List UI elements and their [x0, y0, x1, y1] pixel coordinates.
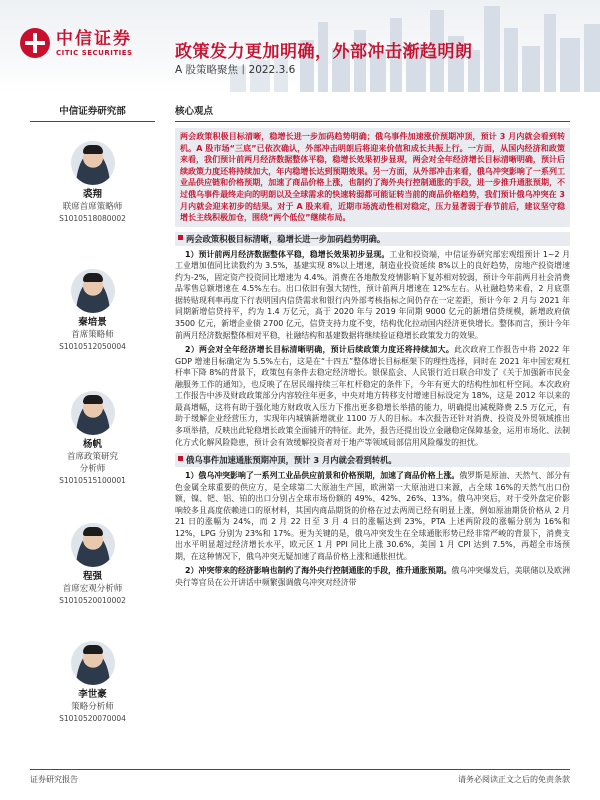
- paragraph-text: 此次政府工作报告中将 2022 年 GDP 增速目标确定为 5.5%左右，这是在“十四五”整体增长目标框架下的理性选择，同时在 2021 年中国宏观杠杆率下降 8%的背景下，政策包有条件去稳定经济增长。银保监会、人民银行近日联合印发了《关于加强新市民金融服务工作的通知》，也反映了在居民端持续三年杠杆稳定的条件下，今年有更大的结构性加杠杆空间。本次政府工作报告中涉及财政政策部分内容较往年更多，中央对地方转移支付增速目标设定为 18%，这是 2012 年以来的最高增幅，这将有助于强化地方财政收入压力下推出更多稳增长举措的能力，明确提出减税降费 2.5 万亿元，有助于缓解企业经营压力，实现年内城镇新增就业 1100 万人的目标。本次报告还针对消费、投资及外贸领域推出多项举措，反映出此轮稳增长政策全面铺开的特征。此外，报告还提出设立金融稳定保障基金，运用市场化、法制化方式化解风险隐患，预计会有效缓解投资者对于地产等领域局部信用风险爆发的担忧。: [175, 345, 570, 447]
- report-header: [0, 0, 600, 92]
- analyst-role: 首席策略师: [71, 330, 114, 340]
- analyst-role: 联席首席策略师: [62, 202, 123, 212]
- report-subtitle: A 股策略聚焦丨2022.3.6: [175, 64, 296, 76]
- analyst-photo: [71, 641, 115, 685]
- report-title: 政策发力更加明确，外部冲击渐趋明朗: [175, 42, 473, 62]
- analyst-role: 策略分析师: [71, 702, 114, 712]
- analyst-card: [30, 141, 155, 224]
- footer-disclaimer: 请务必阅读正文之后的免责条款: [458, 775, 570, 784]
- analyst-photo: [71, 269, 115, 313]
- page-footer: [30, 769, 570, 785]
- body-paragraph: [175, 565, 570, 588]
- section-title: 核心观点: [175, 103, 570, 122]
- body-paragraph: [175, 249, 570, 341]
- analyst-card: [30, 523, 155, 606]
- footer-report-type: 证券研究报告: [30, 775, 78, 784]
- body-paragraph: [175, 470, 570, 562]
- analyst-name: 杨帆: [82, 439, 102, 450]
- analyst-name: 秦培景: [78, 317, 107, 328]
- logo-name-en: CITIC SECURITIES: [56, 48, 133, 57]
- analyst-photo: [71, 391, 115, 435]
- analyst-license-id: S1010520070004: [59, 714, 126, 723]
- analyst-card: [30, 641, 155, 724]
- analyst-name: 李世豪: [78, 689, 107, 700]
- analyst-license-id: S1010515100001: [59, 476, 126, 485]
- citic-logo: [20, 28, 133, 58]
- paragraph-lead: 2）两会对全年经济增长目标清晰明确，预计后续政策力度还将持续加大。: [185, 345, 455, 355]
- analyst-license-id: S1010518080002: [59, 214, 126, 223]
- paragraph-lead: 1）预计前两月经济数据整体平稳，稳增长效果初步显现。: [185, 249, 390, 259]
- analyst-photo: [71, 141, 115, 185]
- analyst-role: 首席宏观分析师: [62, 584, 123, 594]
- paragraph-text: 工业和投资端，中信证券研究部宏观组预计 1~2 月工业增加值同比读数约为 3.5%，基建实现 8%以上增速，制造业投资延续 8%以上的良好趋势，房地产投资增速约为-2%，固定资产投资同比增速为 4.4%。消费在各地散发疫情影响下复苏相对较弱，预计今年前两月社会消费品零售总额增速在 4.5%左右。出口依旧有强大韧性，预计前两月增速在 12%左右。从社融趋势来看，2 月底票据转贴现利率再度下行表明国内信贷需求和银行内外部考核指标之间仍存在一定差距，预计今年 2 月与 2021 年同期新增信贷持平，约为 1.4 万亿元，高于 2020 年与 2019 年同期 9000 亿元的新增信贷规模，新增政府债 3500 亿元，新增企业债 2700 亿元，信贷支持力度不变，结构优化拉动国内经济更快增长。整体而言，预计今年前两月经济数据整体相对平稳，社融结构和基建数据将继续验证稳增长政策发力的效果。: [175, 249, 570, 340]
- subsection-heading: 俄乌事件加速通胀预期冲顶，预计 3 月内就会看到转机。: [175, 453, 570, 467]
- analyst-card: [30, 391, 155, 486]
- analyst-name: 裘翔: [82, 189, 102, 200]
- paragraph-lead: 1）俄乌冲突影响了一系列工业品供应前景和价格预期，加速了商品价格上涨。: [185, 471, 460, 481]
- body-paragraph: [175, 344, 570, 448]
- paragraph-text: 俄乌冲突爆发后，美联储以及欧洲央行等官员在公开讲话中频繁强调俄乌冲突对经济带: [175, 566, 570, 587]
- subsection-heading: 两会政策积极目标清晰，稳增长进一步加码趋势明确。: [175, 232, 570, 246]
- paragraph-lead: 2）冲突带来的经济影响也制约了海外央行控制通胀的手段，推升通胀预期。: [185, 566, 452, 576]
- paragraph-text: 俄罗斯是原油、天然气、部分有色金属全球重要的供应方，是全球第二大原油生产国，欧洲第一大原油进口来源，占全球 16%的天然气出口份额，镍、钯、铝、铂的出口分别占全球市场份额的 49%、42%、26%、13%。俄乌冲突后，对于受外盘定价影响较多且高度依赖进口的原材料，其国内商品期货的价格在过去两周已经有明显上涨，例如原油期货价格从 2 月 21 日的涨幅为 24%，而 2 月 22 日至 3 月 4 日的涨幅达到 23%，PTA 上述两阶段的涨幅分别为 16%和 12%，LPG 分别为 23%和 17%。更为关键的是，俄乌冲突发生在全球通胀形势已经非常严峻的背景下，消费支出水平明显超过经济增长水平，欧元区 1 月 PPI 同比上涨 30.6%，美国 1 月 CPI 达到 7.5%，再超全市场预期，在这种情况下，俄乌冲突无疑加速了商品价格上涨和通胀担忧。: [175, 471, 570, 561]
- analyst-role: 首席政策研究: [66, 452, 118, 462]
- logo-name-cn: 中信证券: [56, 28, 132, 49]
- analyst-photo: [71, 523, 115, 567]
- analyst-card: [30, 269, 155, 352]
- citic-logo-icon: [20, 28, 50, 58]
- main-content: [175, 103, 570, 589]
- analyst-license-id: S1010512050004: [59, 342, 126, 351]
- analyst-column: [30, 103, 155, 763]
- key-summary-box: 两会政策积极目标清晰，稳增长进一步加码趋势明确；俄乌事件加速涨价预期冲顶，预计 3 月内就会看到转机。A 股市场“三底”已依次确认，外部冲击明朗后将迎来价值和成长共振上行。一方面，从国内经济和政策来看，我们预计前两月经济数据整体平稳，稳增长效果初步显现，两会对全年经济增长目标清晰明确，预计后续政策力度还将持续加大，年内稳增长达到预期效果。另一方面，从外部冲击来看，俄乌冲突影响了一系列工业品供应链和价格预期，加速了商品价格上涨，也制约了海外央行控制通胀的手段，进一步推升通胀预期，不过俄乌事件最终走向的明朗以及全球需求的快速转弱都可能证转当前的商品价格趋势，我们预计俄乌冲突在 3 月内就会迎来初步的结果。对于 A 股来看，近期市场流动性相对稳定，压力显著弱于春节前后，建议坚守稳增长主线积极加仓，围绕“两个低位”继续布局。: [175, 128, 570, 227]
- analyst-name: 程强: [82, 571, 102, 582]
- analyst-role-line2: 分析师: [79, 464, 106, 474]
- analyst-license-id: S1010520010002: [59, 596, 126, 605]
- department-heading: 中信证券研究部: [30, 103, 155, 122]
